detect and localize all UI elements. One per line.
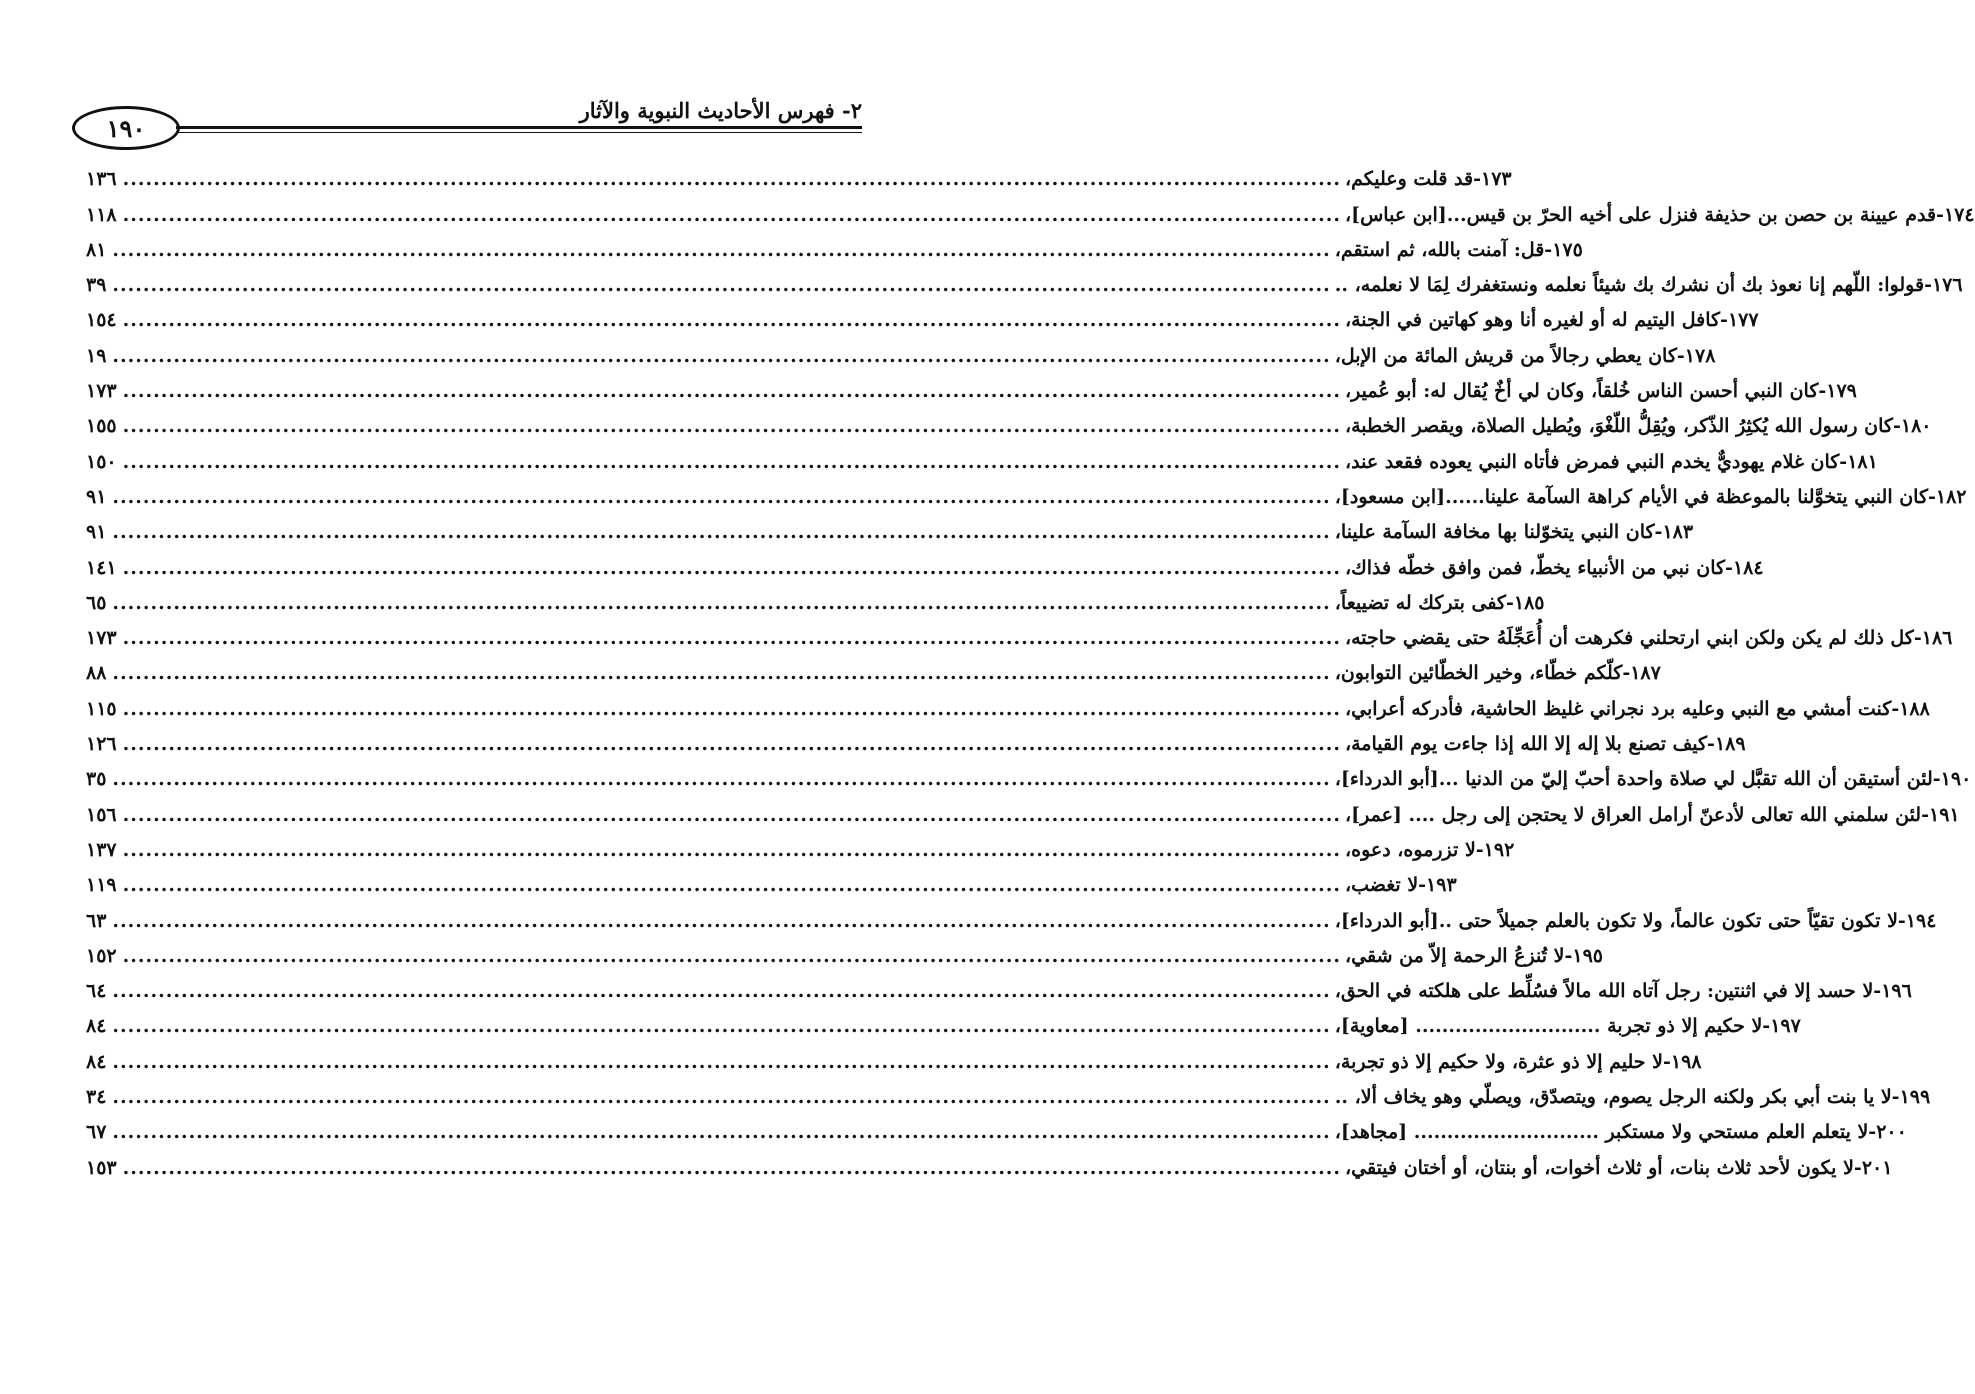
- index-entry: [86, 1040, 1702, 1075]
- entry-page-number: ١٥٢: [86, 944, 117, 967]
- dot-leader: ................................................................................................................................................................: [112, 1121, 1331, 1144]
- dot-leader: ................................................................................................................................................................: [122, 380, 1341, 403]
- entry-text: ١٩٩-لا يا بنت أبي بكر ولكنه الرجل يصوم، ويتصدّق، ويصلّي وهو يخاف ألا، ..: [1334, 1086, 1931, 1109]
- entry-page-number: ١١٥: [86, 697, 117, 720]
- hadith-index-list: [86, 158, 1975, 1182]
- entry-text: ١٧٤-قدم عيينة بن حصن بن حذيفة فنزل على أخيه الحرّ بن قيس...[ابن عباس]،: [1344, 203, 1975, 226]
- dot-leader: ................................................................................................................................................................: [112, 909, 1331, 932]
- index-entry: [86, 511, 1694, 546]
- entry-page-number: ٩١: [86, 485, 107, 508]
- entry-text: ١٨٥-كفى بتركك له تضييعاً،: [1334, 591, 1545, 614]
- running-title: ٢- فهرس الأحاديث النبوية والآثار: [579, 98, 862, 123]
- dot-leader: ................................................................................................................................................................: [112, 1050, 1331, 1073]
- index-entry: [86, 158, 1512, 193]
- entry-text: ١٧٥-قل: آمنت بالله، ثم استقم،: [1334, 238, 1583, 261]
- entry-text: ١٩٤-لا تكون تقيّاً حتى تكون عالماً، ولا تكون بالعلم جميلاً حتى ..[أبو الدرداء]،: [1334, 909, 1937, 932]
- entry-page-number: ١٥٦: [86, 803, 117, 826]
- entry-text: ١٩٦-لا حسد إلا في اثنتين: رجل آتاه الله مالاً فسُلِّط على هلكته في الحق،: [1334, 980, 1912, 1003]
- entry-text: ١٩٠-لئن أستيقن أن الله تقبَّل لي صلاة واحدة أحبّ إليّ من الدنيا ...[أبو الدرداء]،: [1334, 768, 1972, 791]
- entry-text: ١٨٢-كان النبي يتخوَّلنا بالموعظة في الأيام كراهة السآمة علينا......[ابن مسعود]،: [1334, 485, 1967, 508]
- entry-text: ١٨٠-كان رسول الله يُكثِرُ الذّكر، ويُقِلُّ اللّغْوَ، ويُطيل الصلاة، ويقصر الخطبة،: [1344, 415, 1932, 438]
- entry-page-number: ٨١: [86, 238, 107, 261]
- entry-page-number: ٨٤: [86, 1050, 107, 1073]
- dot-leader: ................................................................................................................................................................: [122, 838, 1341, 861]
- entry-page-number: ٦٣: [86, 909, 107, 932]
- entry-text: ١٧٣-قد قلت وعليكم،: [1344, 168, 1512, 191]
- dot-leader: ................................................................................................................................................................: [112, 768, 1331, 791]
- index-entry: [86, 193, 1975, 228]
- dot-leader: ................................................................................................................................................................: [112, 591, 1331, 614]
- dot-leader: ................................................................................................................................................................: [122, 803, 1341, 826]
- entry-text: ١٩١-لئن سلمني الله تعالى لأدعنّ أرامل العراق لا يحتجن إلى رجل .... [عمر]،: [1344, 803, 1960, 826]
- dot-leader: ................................................................................................................................................................: [122, 627, 1341, 650]
- header-rule-thin: [176, 132, 862, 133]
- entry-page-number: ٣٥: [86, 768, 107, 791]
- entry-page-number: ٦٥: [86, 591, 107, 614]
- index-entry: [86, 935, 1603, 970]
- index-entry: [86, 723, 1746, 758]
- index-entry: [86, 1076, 1931, 1111]
- entry-text: ١٩٢-لا تزرموه، دعوه،: [1344, 838, 1515, 861]
- entry-page-number: ١١٩: [86, 874, 117, 897]
- entry-page-number: ١٣٦: [86, 168, 117, 191]
- entry-page-number: ٦٤: [86, 980, 107, 1003]
- entry-page-number: ٣٩: [86, 274, 107, 297]
- entry-page-number: ١٥٠: [86, 450, 117, 473]
- dot-leader: ................................................................................................................................................................: [122, 415, 1341, 438]
- dot-leader: ................................................................................................................................................................: [112, 238, 1331, 261]
- entry-page-number: ٣٤: [86, 1086, 107, 1109]
- entry-text: ٢٠١-لا يكون لأحد ثلاث بنات، أو ثلاث أخوات، أو بنتان، أو أختان فيتقي،: [1344, 1156, 1893, 1179]
- entry-text: ١٨٧-كلّكم خطّاء، وخير الخطّائين التوابون،: [1334, 662, 1661, 685]
- entry-page-number: ٦٧: [86, 1121, 107, 1144]
- dot-leader: ................................................................................................................................................................: [122, 697, 1341, 720]
- entry-text: ١٧٨-كان يعطي رجالاً من قريش المائة من الإبل،: [1334, 344, 1716, 367]
- dot-leader: ................................................................................................................................................................: [122, 944, 1341, 967]
- index-entry: [86, 1146, 1893, 1181]
- index-entry: [86, 405, 1932, 440]
- index-entry: [86, 582, 1545, 617]
- entry-text: ٢٠٠-لا يتعلم العلم مستحي ولا مستكبر ............................ [مجاهد]،: [1334, 1121, 1907, 1144]
- index-entry: [86, 899, 1937, 934]
- dot-leader: ................................................................................................................................................................: [112, 521, 1331, 544]
- dot-leader: ................................................................................................................................................................: [122, 733, 1341, 756]
- entry-text: ١٨٨-كنت أمشي مع النبي وعليه برد نجراني غليظ الحاشية، فأدركه أعرابي،: [1344, 697, 1930, 720]
- dot-leader: ................................................................................................................................................................: [112, 1086, 1331, 1109]
- entry-page-number: ١٥٥: [86, 415, 117, 438]
- entry-text: ١٨٦-كل ذلك لم يكن ولكن ابني ارتحلني فكرهت أن أُعَجِّلَهُ حتى يقضي حاجته،: [1344, 627, 1953, 650]
- entry-page-number: ١١٨: [86, 203, 117, 226]
- entry-page-number: ١٢٦: [86, 733, 117, 756]
- entry-text: ١٧٩-كان النبي أحسن الناس خُلقاً، وكان لي أخٌ يُقال له: أبو عُمير،: [1344, 380, 1857, 403]
- dot-leader: ................................................................................................................................................................: [112, 662, 1331, 685]
- entry-text: ١٩٨-لا حليم إلا ذو عثرة، ولا حكيم إلا ذو تجربة،: [1334, 1050, 1702, 1073]
- entry-page-number: ١٥٣: [86, 1156, 117, 1179]
- index-entry: [86, 546, 1764, 581]
- entry-text: ١٨٩-كيف تصنع بلا إله إلا الله إذا جاءت يوم القيامة،: [1344, 733, 1746, 756]
- dot-leader: ................................................................................................................................................................: [122, 1156, 1341, 1179]
- entry-page-number: ٩١: [86, 521, 107, 544]
- entry-page-number: ١٧٣: [86, 380, 117, 403]
- dot-leader: ................................................................................................................................................................: [112, 344, 1331, 367]
- index-entry: [86, 1005, 1801, 1040]
- dot-leader: ................................................................................................................................................................: [112, 1015, 1331, 1038]
- entry-page-number: ١٥٤: [86, 309, 117, 332]
- dot-leader: ................................................................................................................................................................: [122, 450, 1341, 473]
- entry-text: ١٧٦-قولوا: اللّهم إنا نعوذ بك أن نشرك بك شيئاً نعلمه ونستغفرك لِمَا لا نعلمه، ..: [1334, 274, 1963, 297]
- entry-text: ١٩٣-لا تغضب،: [1344, 874, 1457, 897]
- page-header: [72, 98, 862, 158]
- entry-page-number: ١٩: [86, 344, 107, 367]
- entry-page-number: ٨٨: [86, 662, 107, 685]
- entry-text: ١٩٥-لا تُنزعُ الرحمة إلاّ من شقي،: [1344, 944, 1603, 967]
- index-entry: [86, 617, 1953, 652]
- dot-leader: ................................................................................................................................................................: [122, 556, 1341, 579]
- index-entry: [86, 334, 1716, 369]
- entry-text: ١٩٧-لا حكيم إلا ذو تجربة ............................ [معاوية]،: [1334, 1015, 1801, 1038]
- index-entry: [86, 440, 1878, 475]
- index-entry: [86, 229, 1583, 264]
- index-entry: [86, 1111, 1907, 1146]
- entry-text: ١٨١-كان غلام يهوديٌّ يخدم النبي فمرض فأتاه النبي يعوده فقعد عند،: [1344, 450, 1878, 473]
- index-entry: [86, 970, 1912, 1005]
- dot-leader: ................................................................................................................................................................: [122, 203, 1341, 226]
- index-entry: [86, 299, 1759, 334]
- index-entry: [86, 687, 1930, 722]
- dot-leader: ................................................................................................................................................................: [112, 980, 1331, 1003]
- index-entry: [86, 793, 1960, 828]
- entry-page-number: ١٧٣: [86, 627, 117, 650]
- entry-page-number: ٨٤: [86, 1015, 107, 1038]
- index-entry: [86, 652, 1661, 687]
- index-entry: [86, 829, 1515, 864]
- dot-leader: ................................................................................................................................................................: [122, 874, 1341, 897]
- header-rule: [176, 126, 862, 129]
- dot-leader: ................................................................................................................................................................: [122, 309, 1341, 332]
- page-number-oval: [72, 106, 180, 150]
- index-entry: [86, 476, 1967, 511]
- index-entry: [86, 864, 1457, 899]
- entry-text: ١٨٤-كان نبي من الأنبياء يخطّ، فمن وافق خطّه فذاك،: [1344, 556, 1764, 579]
- index-entry: [86, 758, 1972, 793]
- dot-leader: ................................................................................................................................................................: [112, 274, 1331, 297]
- dot-leader: ................................................................................................................................................................: [122, 168, 1341, 191]
- entry-page-number: ١٣٧: [86, 838, 117, 861]
- entry-page-number: ١٤١: [86, 556, 117, 579]
- page-number: ١٩٠: [106, 113, 146, 143]
- dot-leader: ................................................................................................................................................................: [112, 485, 1331, 508]
- entry-text: ١٨٣-كان النبي يتخوّلنا بها مخافة السآمة علينا،: [1334, 521, 1694, 544]
- index-entry: [86, 370, 1857, 405]
- index-entry: [86, 264, 1963, 299]
- entry-text: ١٧٧-كافل اليتيم له أو لغيره أنا وهو كهاتين في الجنة،: [1344, 309, 1759, 332]
